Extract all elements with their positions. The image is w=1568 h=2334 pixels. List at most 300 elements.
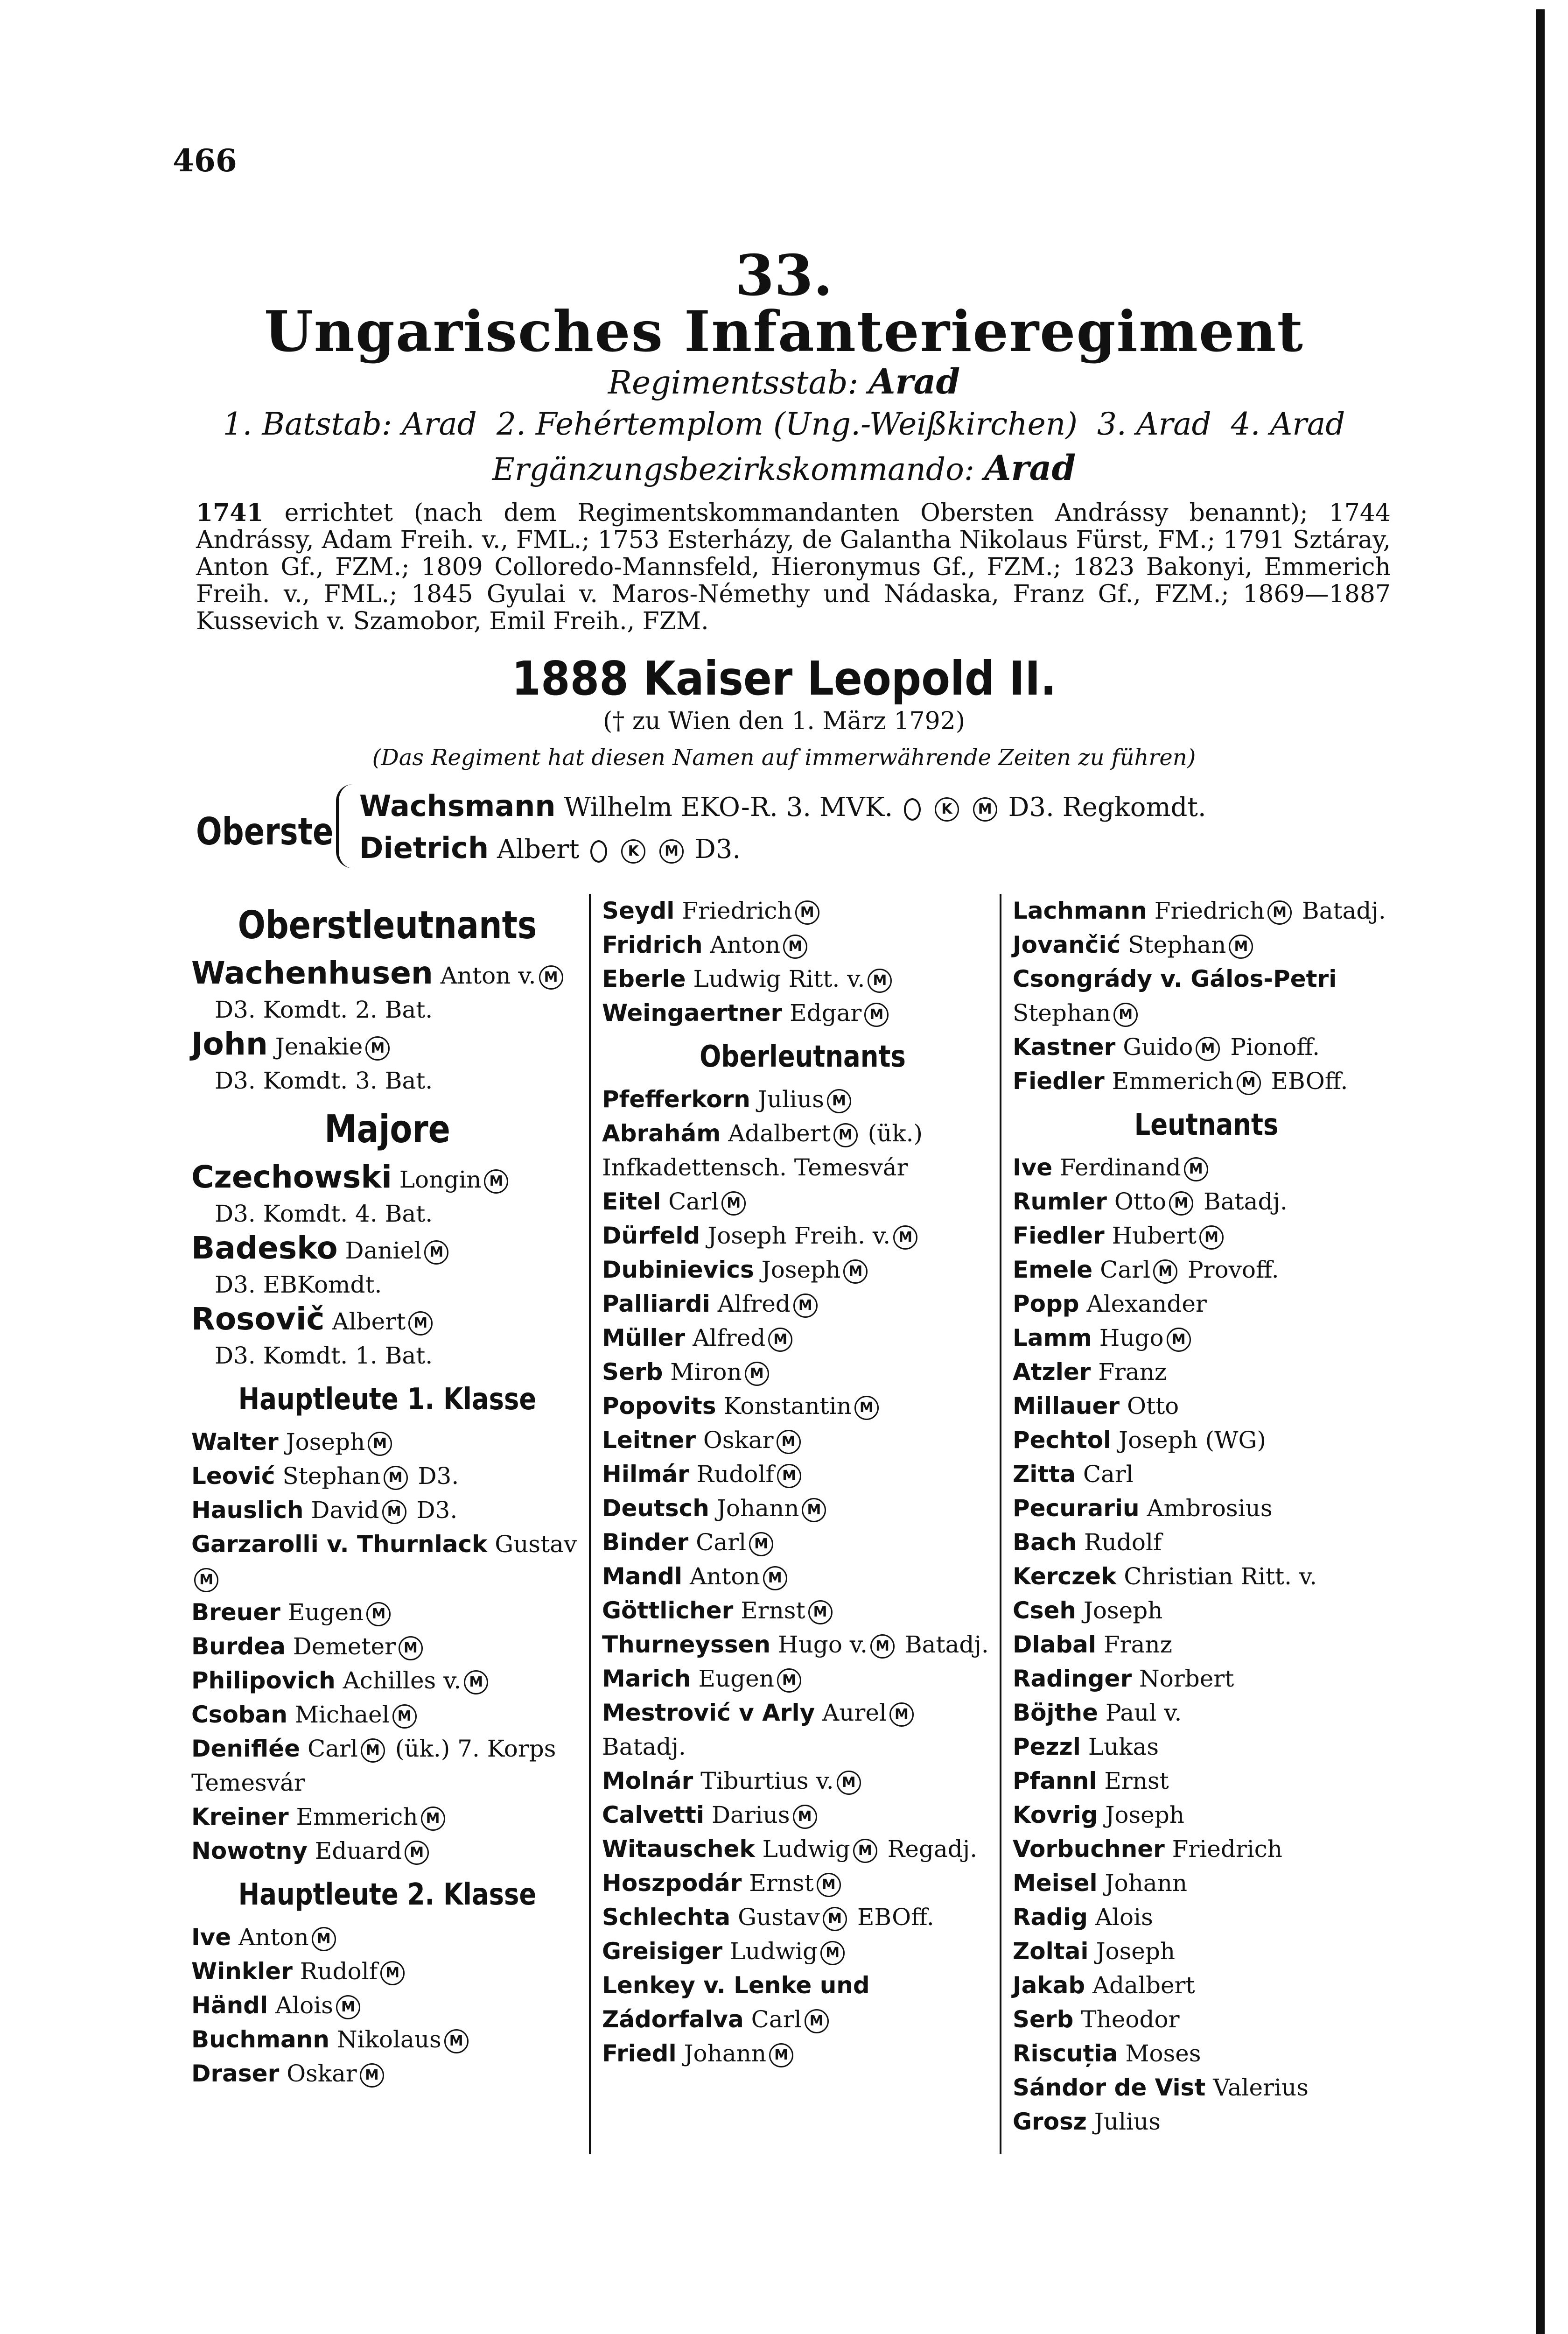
roster-entry: [1013, 1491, 1400, 1526]
m-badge-icon: M: [360, 2063, 384, 2088]
officer-given: Stephan: [1013, 999, 1111, 1026]
roster-entry: [191, 1425, 583, 1459]
m-badge-icon: M: [745, 1362, 769, 1386]
officer-surname: Philipovich: [191, 1667, 336, 1694]
m-badge-icon: M: [1184, 1157, 1208, 1181]
officer-surname: Müller: [602, 1324, 686, 1351]
roster-entry: [602, 1764, 1003, 1798]
officer-surname: Lenkey v. Lenke und Zádorfalva: [602, 1972, 870, 2033]
page-number: 466: [173, 142, 237, 179]
m-badge-icon: M: [721, 1191, 746, 1216]
officer-given: Otto: [1114, 1188, 1167, 1215]
roster-entry: [1013, 1594, 1400, 1628]
roster-entry: [602, 894, 1003, 928]
officer-given: Ernst: [1104, 1767, 1169, 1794]
roster-entry: [191, 1527, 583, 1596]
m-badge-icon: M: [336, 1995, 360, 2019]
batstab-4: 4. Arad: [1231, 406, 1345, 442]
officer-surname: Pechtol: [1013, 1427, 1112, 1454]
officer-given: David: [311, 1497, 379, 1524]
m-badge-icon: M: [421, 1807, 445, 1831]
roster-entry: [1013, 1064, 1400, 1098]
roster-entry: [1013, 1968, 1400, 2003]
officer-surname: Palliardi: [602, 1290, 710, 1317]
officer-note: Batadj.: [904, 1631, 989, 1658]
officer-given: Carl: [751, 2006, 802, 2033]
officer-surname: Greisiger: [602, 1938, 723, 1965]
officer-note: Batadj.: [1204, 1188, 1288, 1215]
m-badge-icon: M: [973, 797, 997, 822]
officer-given: Anton: [710, 931, 781, 958]
oberste-label: Oberste: [196, 810, 334, 853]
officer-given: Anton v.: [440, 962, 536, 989]
officer-surname: Czechowski: [191, 1159, 392, 1195]
officer-given: Alois: [1095, 1904, 1153, 1931]
m-badge-icon: M: [384, 1466, 408, 1490]
regiment-title: Ungarisches Infanterieregiment: [264, 299, 1304, 365]
officer-given: Alois: [275, 1992, 333, 2019]
officer-surname: Eitel: [602, 1188, 661, 1215]
roster-entry: [602, 1253, 1003, 1287]
officer-given: Paul v.: [1105, 1699, 1182, 1726]
m-badge-icon: M: [1229, 935, 1253, 959]
officer-surname: Walter: [191, 1428, 279, 1455]
officer-given: Aurel: [822, 1699, 887, 1726]
officer-given: Oskar: [703, 1427, 774, 1454]
officer-surname: Draser: [191, 2060, 280, 2087]
officer-note: Batadj.: [602, 1733, 686, 1760]
officer-note: Provoff.: [1188, 1256, 1279, 1283]
officer-surname: Pezzl: [1013, 1733, 1081, 1760]
officer-surname: Serb: [1013, 2006, 1074, 2033]
kaiser-heading: 1888 Kaiser Leopold II.: [511, 651, 1057, 706]
officer-surname: Breuer: [191, 1599, 280, 1626]
officer-surname: Hauslich: [191, 1497, 304, 1524]
officer-surname: Eberle: [602, 965, 686, 992]
officer-surname: Popovits: [602, 1392, 716, 1420]
officer-given: Johann: [716, 1495, 799, 1522]
officer-given: Daniel: [345, 1237, 422, 1264]
officer-surname: Zoltai: [1013, 1938, 1089, 1965]
m-badge-icon: M: [793, 1294, 818, 1318]
officer-given: Franz: [1098, 1358, 1167, 1385]
m-badge-icon: M: [864, 1003, 889, 1027]
officer-given: Guido: [1123, 1033, 1193, 1061]
officer-surname: Leović: [191, 1462, 275, 1490]
m-badge-icon: M: [366, 1602, 391, 1626]
batstab-line: [173, 406, 1395, 442]
officer-given: Edgar: [790, 999, 862, 1026]
roster-entry: [191, 1027, 583, 1098]
officer-note: D3. Komdt. 3. Bat.: [215, 1067, 433, 1094]
batstab-label: 1. Batstab:: [223, 406, 392, 442]
officer-given: Rudolf: [696, 1461, 774, 1488]
roster-entry: [1013, 1934, 1400, 1968]
m-badge-icon: M: [749, 1532, 773, 1556]
officer-given: Friedrich: [1154, 897, 1265, 924]
officer-surname: Abrahám: [602, 1120, 721, 1147]
roster-entry: [191, 1493, 583, 1527]
m-badge-icon: M: [1237, 1071, 1261, 1095]
officer-surname: Dlabal: [1013, 1631, 1097, 1658]
officer-given: Eugen: [698, 1665, 774, 1692]
roster-entry: [602, 1866, 1003, 1900]
officer-surname: Marich: [602, 1665, 691, 1692]
officer-surname: Hoszpodár: [602, 1870, 742, 1897]
roster-entry: [1013, 1287, 1400, 1321]
officer-note: Batadj.: [1302, 897, 1386, 924]
batstab-1: Arad: [402, 406, 477, 442]
officer-surname: Leitner: [602, 1427, 696, 1454]
officer-given: Adalbert: [1092, 1972, 1195, 1999]
roster-entry: [602, 1287, 1003, 1321]
officer-surname: Händl: [191, 1992, 268, 2019]
m-badge-icon: M: [399, 1636, 423, 1660]
officer-given: Tiburtius v.: [700, 1767, 834, 1794]
officer-surname: Radig: [1013, 1904, 1088, 1931]
officer-given: Hugo v.: [778, 1631, 868, 1658]
officer-given: Joseph: [1083, 1597, 1163, 1624]
roster-entry: [602, 1185, 1003, 1219]
roster-entry: [1013, 1798, 1400, 1832]
officer-note: EBOff.: [1271, 1068, 1348, 1095]
officer-note: (ük.) Infkadettensch. Temesvár: [602, 1120, 923, 1181]
m-badge-icon: M: [777, 1464, 801, 1488]
roster-entry: [1013, 1560, 1400, 1594]
roster-entry: [191, 2057, 583, 2091]
roster-entry: [602, 962, 1003, 996]
officer-given: Theodor: [1081, 2006, 1180, 2033]
roster-entry: [602, 1117, 1003, 1185]
brace: [336, 784, 353, 868]
m-badge-icon: M: [820, 1941, 845, 1965]
officer-note: D3.: [416, 1497, 458, 1524]
k-badge-icon: K: [621, 839, 645, 864]
officer-given: Oskar: [287, 2060, 357, 2087]
officer-surname: Göttlicher: [602, 1597, 734, 1624]
order-icon: [904, 798, 921, 821]
m-badge-icon: M: [837, 1771, 861, 1795]
oberst-name: Wachsmann: [359, 789, 556, 823]
roster-entry: [191, 1834, 583, 1868]
officer-given: Alfred: [717, 1290, 791, 1317]
roster-entry: [1013, 1662, 1400, 1696]
m-badge-icon: M: [889, 1702, 914, 1727]
roster-entry: [602, 1219, 1003, 1253]
officer-given: Johann: [1105, 1870, 1188, 1897]
officer-surname: Pfefferkorn: [602, 1086, 750, 1113]
roster-entry: [1013, 1696, 1400, 1730]
column-divider: [589, 894, 591, 2154]
officer-given: Carl: [696, 1529, 747, 1556]
m-badge-icon: M: [793, 1805, 817, 1829]
officer-surname: Ive: [1013, 1154, 1053, 1181]
roster-entry: [1013, 2071, 1400, 2105]
roster-entry: [1013, 894, 1400, 928]
officer-given: Ernst: [741, 1597, 805, 1624]
officer-surname: Pecurariu: [1013, 1495, 1140, 1522]
roster-entry: [602, 928, 1003, 962]
officer-note: Pionoff.: [1230, 1033, 1320, 1061]
officer-note: (ük.) 7. Korps Temesvár: [191, 1735, 556, 1796]
officer-given: Adalbert: [728, 1120, 831, 1147]
m-badge-icon: M: [1169, 1191, 1193, 1216]
oberst-rest: Wilhelm EKO-R. 3. MVK.: [564, 792, 893, 823]
regimentsstab-line: [173, 362, 1395, 402]
regiment-number: 33.: [735, 243, 833, 309]
m-badge-icon: M: [408, 1311, 433, 1336]
section-heading: Oberstleutnants: [238, 903, 537, 948]
officer-surname: Böjthe: [1013, 1699, 1099, 1726]
roster-entry: [602, 2037, 1003, 2071]
erganzung-line: [173, 448, 1395, 488]
officer-surname: Buchmann: [191, 2026, 329, 2053]
roster-entry: [602, 1083, 1003, 1117]
m-badge-icon: M: [1267, 900, 1292, 925]
roster-entry: [1013, 2105, 1400, 2139]
roster-entry: [1013, 1355, 1400, 1389]
officer-surname: Fiedler: [1013, 1068, 1105, 1095]
officer-surname: Kovrig: [1013, 1801, 1098, 1828]
officer-given: Achilles v.: [343, 1667, 462, 1694]
officer-given: Eduard: [315, 1837, 402, 1864]
roster-entry: [602, 1628, 1003, 1662]
m-badge-icon: M: [539, 965, 563, 990]
officer-given: Carl: [307, 1735, 358, 1762]
m-badge-icon: M: [823, 1907, 847, 1931]
m-badge-icon: M: [1196, 1037, 1220, 1061]
officer-surname: Dubinievics: [602, 1256, 754, 1283]
m-badge-icon: M: [444, 2029, 469, 2053]
officer-given: Emmerich: [1112, 1068, 1234, 1095]
officer-given: Joseph: [1105, 1801, 1184, 1828]
oberst-entry: [359, 831, 741, 865]
officer-given: Joseph: [286, 1428, 365, 1455]
officer-given: Gustav: [738, 1904, 820, 1931]
roster-entry: [191, 1954, 583, 1989]
officer-surname: Kerczek: [1013, 1563, 1117, 1590]
roster-entry: [191, 1596, 583, 1630]
m-badge-icon: M: [893, 1225, 917, 1250]
roster-entry: [1013, 1457, 1400, 1491]
roster-entry: [602, 1662, 1003, 1696]
officer-surname: Popp: [1013, 1290, 1079, 1317]
officer-surname: Jovančić: [1013, 931, 1121, 958]
officer-surname: Calvetti: [602, 1801, 705, 1828]
roster-entry: [602, 1934, 1003, 1968]
roster-entry: [602, 1355, 1003, 1389]
roster-entry: [602, 1389, 1003, 1423]
officer-note: D3.: [418, 1462, 459, 1490]
officer-surname: Binder: [602, 1529, 689, 1556]
officer-given: Julius: [1094, 2108, 1161, 2135]
m-badge-icon: M: [802, 1498, 826, 1522]
m-badge-icon: M: [405, 1841, 429, 1865]
eternal-note: (Das Regiment hat diesen Namen auf immerwährende Zeiten zu führen): [372, 745, 1196, 771]
officer-given: Julius: [757, 1086, 824, 1113]
roster-entry: [191, 1732, 583, 1800]
officer-surname: Mestrović v Arly: [602, 1699, 815, 1726]
officer-note: D3. EBKomdt.: [215, 1271, 382, 1298]
stab-label: Regimentsstab:: [608, 365, 859, 401]
m-badge-icon: M: [1167, 1328, 1191, 1352]
m-badge-icon: M: [365, 1036, 390, 1061]
officer-note: EBOff.: [857, 1904, 934, 1931]
officer-given: Carl: [668, 1188, 719, 1215]
oberst-tail: D3. Regkomdt.: [1008, 792, 1206, 823]
officer-given: Demeter: [293, 1633, 396, 1660]
section-heading: Leutnants: [1134, 1108, 1279, 1142]
officer-surname: Wachenhusen: [191, 955, 433, 991]
m-badge-icon: M: [833, 1123, 858, 1147]
officer-surname: Serb: [602, 1358, 663, 1385]
officer-surname: Molnár: [602, 1767, 693, 1794]
officer-given: Franz: [1103, 1631, 1172, 1658]
officer-given: Hubert: [1112, 1222, 1197, 1249]
officer-surname: Atzler: [1013, 1358, 1091, 1385]
m-badge-icon: M: [1113, 1003, 1138, 1027]
m-badge-icon: M: [392, 1704, 417, 1729]
officer-surname: Pfannl: [1013, 1767, 1097, 1794]
officer-surname: John: [191, 1026, 268, 1062]
officer-surname: Rumler: [1013, 1188, 1107, 1215]
roster-entry: [1013, 1832, 1400, 1866]
officer-given: Otto: [1127, 1392, 1179, 1420]
roster-entry: [191, 1231, 583, 1302]
officer-given: Friedrich: [1172, 1835, 1282, 1863]
erg-value: Arad: [984, 448, 1076, 488]
officer-given: Joseph: [1096, 1938, 1176, 1965]
roster-entry: [1013, 2037, 1400, 2071]
order-icon: [590, 840, 607, 863]
roster-entry: [1013, 1730, 1400, 1764]
roster-entry: [1013, 1423, 1400, 1457]
officer-given: Joseph Freih. v.: [707, 1222, 891, 1249]
roster-entry: [1013, 1764, 1400, 1798]
m-badge-icon: M: [817, 1873, 841, 1897]
officer-surname: Cseh: [1013, 1597, 1076, 1624]
roster-entry: [1013, 2003, 1400, 2037]
batstab-2: 2. Fehértemplom (Ung.-Weißkirchen): [496, 406, 1078, 442]
roster-entry: [1013, 1526, 1400, 1560]
officer-given: Hugo: [1099, 1324, 1164, 1351]
m-badge-icon: M: [659, 839, 684, 864]
officer-given: Valerius: [1213, 2074, 1309, 2101]
roster-entry: [191, 1698, 583, 1732]
m-badge-icon: M: [805, 2009, 829, 2033]
officer-surname: Rosovič: [191, 1301, 325, 1337]
officer-surname: Friedl: [602, 2040, 677, 2067]
roster-entry: [1013, 1389, 1400, 1423]
m-badge-icon: M: [464, 1670, 488, 1694]
roster-entry: [1013, 1151, 1400, 1185]
section-heading: Majore: [324, 1107, 450, 1152]
officer-given: Albert: [332, 1308, 406, 1335]
officer-surname: Kreiner: [191, 1803, 289, 1830]
roster-entry: [191, 1302, 583, 1373]
m-badge-icon: M: [194, 1568, 218, 1592]
officer-surname: Schlechta: [602, 1904, 731, 1931]
officer-given: Ludwig Ritt. v.: [693, 965, 865, 992]
m-badge-icon: M: [763, 1566, 787, 1590]
batstab-3: 3. Arad: [1097, 406, 1211, 442]
k-badge-icon: K: [935, 797, 959, 822]
m-badge-icon: M: [795, 900, 819, 925]
roster-entry: [1013, 1185, 1400, 1219]
roster-entry: [1013, 1628, 1400, 1662]
officer-surname: Emele: [1013, 1256, 1093, 1283]
officer-surname: Burdea: [191, 1633, 286, 1660]
officer-surname: Garzarolli v. Thurnlack: [191, 1531, 488, 1558]
section-heading: Oberleutnants: [700, 1040, 906, 1074]
officer-note: D3. Komdt. 2. Bat.: [215, 996, 433, 1023]
officer-surname: Dürfeld: [602, 1222, 700, 1249]
roster-entry: [1013, 962, 1400, 1030]
officer-given: Christian Ritt. v.: [1124, 1563, 1317, 1590]
officer-given: Joseph: [761, 1256, 841, 1283]
officer-given: Eugen: [287, 1599, 364, 1626]
roster-entry: [602, 1968, 1003, 2037]
officer-note: D3. Komdt. 4. Bat.: [215, 1200, 433, 1227]
officer-surname: Lachmann: [1013, 897, 1147, 924]
officer-surname: Winkler: [191, 1958, 293, 1985]
officer-given: Anton: [238, 1924, 309, 1951]
m-badge-icon: M: [768, 1328, 792, 1352]
m-badge-icon: M: [1199, 1225, 1224, 1250]
roster-entry: [602, 1832, 1003, 1866]
m-badge-icon: M: [312, 1927, 336, 1951]
m-badge-icon: M: [769, 2043, 793, 2067]
officer-given: Michael: [294, 1701, 390, 1728]
m-badge-icon: M: [380, 1961, 405, 1985]
roster-entry: [1013, 1030, 1400, 1064]
roster-entry: [1013, 1900, 1400, 1934]
officer-surname: Lamm: [1013, 1324, 1092, 1351]
officer-surname: Sándor de Vist: [1013, 2074, 1206, 2101]
officer-given: Gustav: [495, 1531, 577, 1558]
officer-given: Ernst: [749, 1870, 814, 1897]
officer-given: Nikolaus: [336, 2026, 441, 2053]
officer-surname: Bach: [1013, 1529, 1077, 1556]
roster-entry: [1013, 1253, 1400, 1287]
officer-given: Emmerich: [296, 1803, 418, 1830]
officer-surname: Mandl: [602, 1563, 683, 1590]
officer-given: Ludwig: [762, 1835, 850, 1863]
officer-surname: Nowotny: [191, 1837, 308, 1864]
officer-surname: Radinger: [1013, 1665, 1132, 1692]
roster-entry: [191, 1160, 583, 1231]
officer-given: Joseph (WG): [1119, 1427, 1266, 1454]
roster-entry: [1013, 928, 1400, 962]
roster-entry: [602, 1560, 1003, 1594]
m-badge-icon: M: [870, 1634, 895, 1659]
officer-surname: Csoban: [191, 1701, 287, 1728]
erg-label: Ergänzungsbezirkskommando:: [492, 451, 975, 487]
section-heading: Hauptleute 2. Klasse: [238, 1877, 537, 1912]
officer-given: Stephan: [1128, 931, 1226, 958]
history-text: errichtet (nach dem Regimentskommandanten Obersten Andrássy benannt); 1744 Andrássy, Adam Freih. v., FML.; 1753 Esterházy, de Galantha Nikolaus Fürst, FM.; 1791 Sztáray, Anton Gf., FZM.; 1809 Colloredo-Mannsfeld, Hieronymus Gf., FZM.; 1823 Bakonyi, Emmerich Freih. v., FML.; 1845 Gyulai v. Maros-Némethy und Nádaska, Franz Gf., FZM.; 1869—1887 Kussevich v. Szamobor, Emil Freih., FZM.: [196, 499, 1391, 635]
officer-surname: Ive: [191, 1924, 231, 1951]
m-badge-icon: M: [808, 1600, 833, 1624]
m-badge-icon: M: [854, 1396, 879, 1420]
officer-surname: Seydl: [602, 897, 675, 924]
roster-entry: [602, 1900, 1003, 1934]
m-badge-icon: M: [777, 1668, 801, 1693]
officer-given: Ferdinand: [1060, 1154, 1181, 1181]
officer-surname: Thurneyssen: [602, 1631, 771, 1658]
oberst-name: Dietrich: [359, 831, 489, 865]
officer-surname: Fiedler: [1013, 1222, 1105, 1249]
